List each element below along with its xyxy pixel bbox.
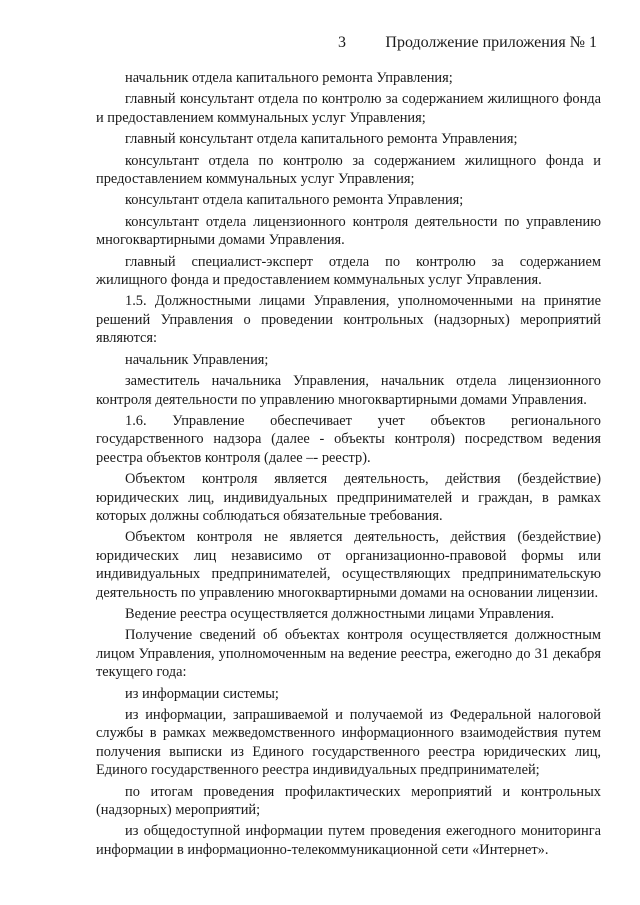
paragraph: Объектом контроля не является деятельность, действия (бездействие) юридических лиц независимо от организационно-правовой формы или индивидуальных предпринимателей, осуществляющих предпринимательскую деятельность по управлению многоквартирными домами на основании лицензии.	[96, 529, 601, 601]
paragraph: главный консультант отдела капитального ремонта Управления;	[125, 131, 518, 148]
document-body	[96, 69, 601, 859]
paragraph: главный консультант отдела по контролю за содержанием жилищного фонда и предоставлением коммунальных услуг Управления;	[96, 91, 601, 126]
paragraph: заместитель начальника Управления, начальник отдела лицензионного контроля деятельности по управлению многоквартирными домами Управления.	[96, 373, 601, 408]
paragraph: Получение сведений об объектах контроля осуществляется должностным лицом Управления, уполномоченным на ведение реестра, ежегодно до 31 декабря текущего года:	[96, 627, 601, 681]
paragraph: главный специалист-эксперт отдела по контролю за содержанием жилищного фонда и предоставлением коммунальных услуг Управления.	[96, 253, 601, 289]
section-1-5: 1.5. Должностными лицами Управления, уполномоченными на принятие решений Управления о проведении контрольных (надзорных) мероприятий являются:	[96, 293, 601, 347]
paragraph: Объектом контроля является деятельность, действия (бездействие) юридических лиц, индивидуальных предпринимателей и граждан, в рамках которых должны соблюдаться обязательные требования.	[96, 471, 601, 524]
page-number: 3	[338, 34, 346, 51]
section-1-6: 1.6. Управление обеспечивает учет объектов регионального государственного надзора (далее - объекты контроля) посредством ведения реестра объектов контроля (далее –- реестр).	[96, 412, 601, 466]
list-item: из общедоступной информации путем проведения ежегодного мониторинга информации в информационно-телекоммуникационной сети «Интернет».	[96, 823, 601, 858]
paragraph: начальник Управления;	[125, 351, 269, 368]
list-item: из информации системы;	[125, 685, 279, 702]
list-item: по итогам проведения профилактических мероприятий и контрольных (надзорных) мероприятий;	[96, 783, 601, 819]
paragraph: консультант отдела капитального ремонта Управления;	[125, 192, 464, 209]
paragraph: Ведение реестра осуществляется должностными лицами Управления.	[125, 605, 555, 622]
appendix-continuation-title: Продолжение приложения № 1	[385, 34, 597, 51]
paragraph: консультант отдела лицензионного контроля деятельности по управлению многоквартирными домами Управления.	[96, 213, 601, 249]
list-item: из информации, запрашиваемой и получаемой из Федеральной налоговой службы в рамках межведомственного информационного взаимодействия путем получения выписки из Единого государственного реестра юридических лиц, Единого государственного реестра индивидуальных предпринимателей;	[96, 707, 601, 779]
paragraph: консультант отдела по контролю за содержанием жилищного фонда и предоставлением коммунальных услуг Управления;	[96, 152, 601, 188]
paragraph: начальник отдела капитального ремонта Управления;	[125, 70, 453, 86]
